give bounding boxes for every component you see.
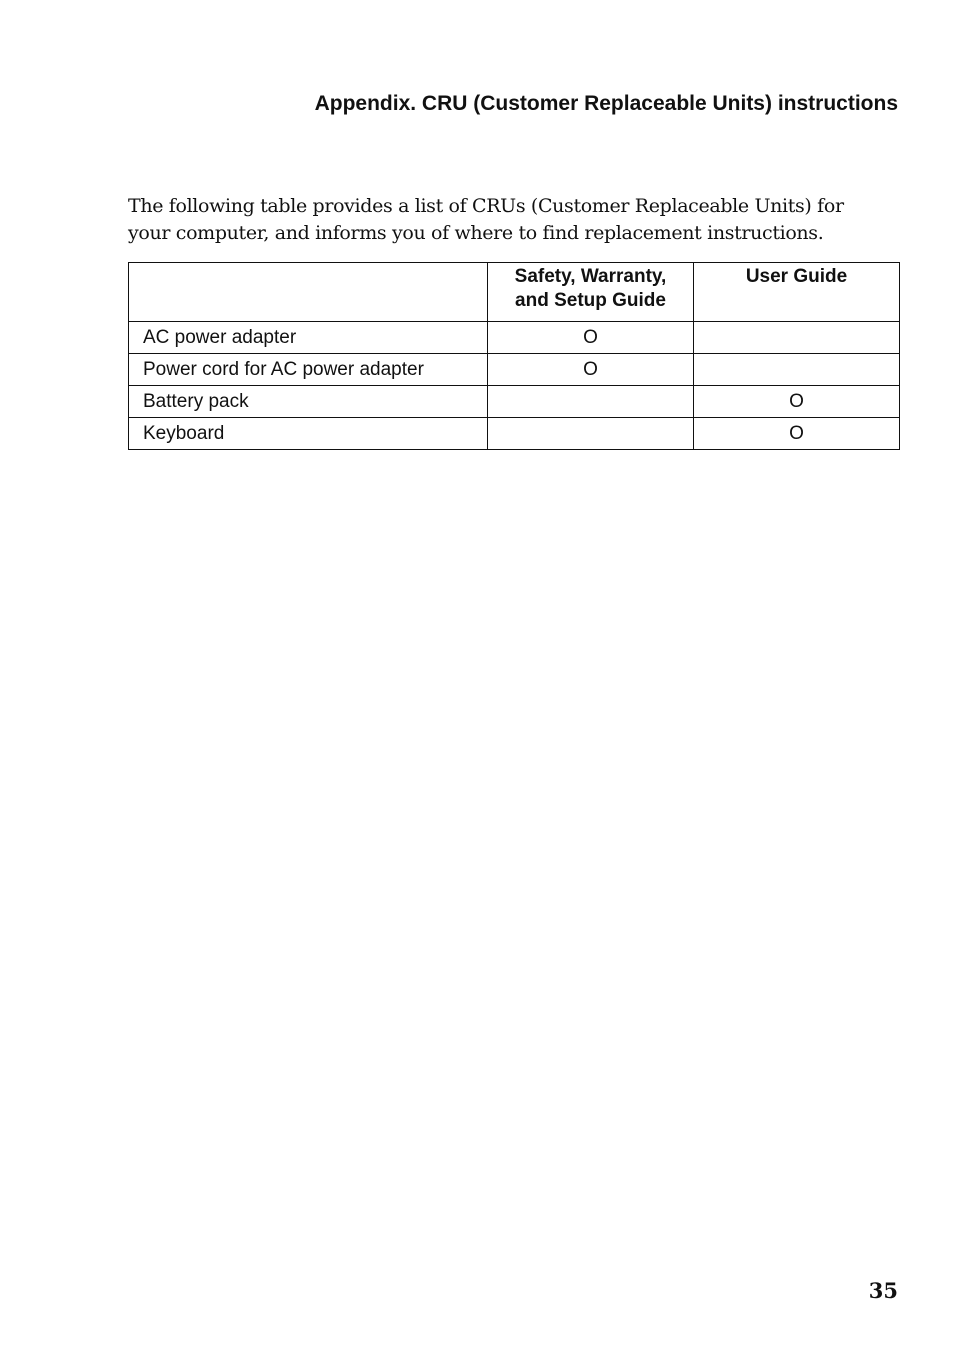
page-number: 35 bbox=[868, 1278, 898, 1303]
row-guide-cell: O bbox=[694, 418, 900, 450]
header-cell-safety-warranty-setup-guide bbox=[488, 263, 694, 322]
intro-paragraph bbox=[128, 193, 908, 247]
header-cell-blank bbox=[129, 263, 488, 322]
row-guide-cell bbox=[694, 322, 900, 354]
row-safety-cell: O bbox=[488, 354, 694, 386]
header-cell-user-guide: User Guide bbox=[694, 263, 900, 322]
intro-line-2: your computer, and informs you of where to find replacement instructions. bbox=[128, 222, 824, 244]
header-safety-line-2: and Setup Guide bbox=[515, 290, 666, 311]
table-row bbox=[129, 354, 900, 386]
page-header-title: Appendix. CRU (Customer Replaceable Units) instructions bbox=[314, 92, 898, 115]
intro-line-1: The following table provides a list of CRUs (Customer Replaceable Units) for bbox=[128, 195, 844, 217]
table-row bbox=[129, 418, 900, 450]
row-name-cell: Keyboard bbox=[129, 418, 488, 450]
table-row bbox=[129, 386, 900, 418]
row-guide-cell bbox=[694, 354, 900, 386]
row-guide-cell: O bbox=[694, 386, 900, 418]
row-name-cell: Battery pack bbox=[129, 386, 488, 418]
header-safety-line-1: Safety, Warranty, bbox=[514, 266, 667, 287]
row-name-cell: AC power adapter bbox=[129, 322, 488, 354]
table-row bbox=[129, 322, 900, 354]
row-safety-cell bbox=[488, 386, 694, 418]
table-header-row bbox=[129, 263, 900, 322]
row-name-cell: Power cord for AC power adapter bbox=[129, 354, 488, 386]
row-safety-cell bbox=[488, 418, 694, 450]
row-safety-cell: O bbox=[488, 322, 694, 354]
cru-table bbox=[128, 262, 900, 450]
